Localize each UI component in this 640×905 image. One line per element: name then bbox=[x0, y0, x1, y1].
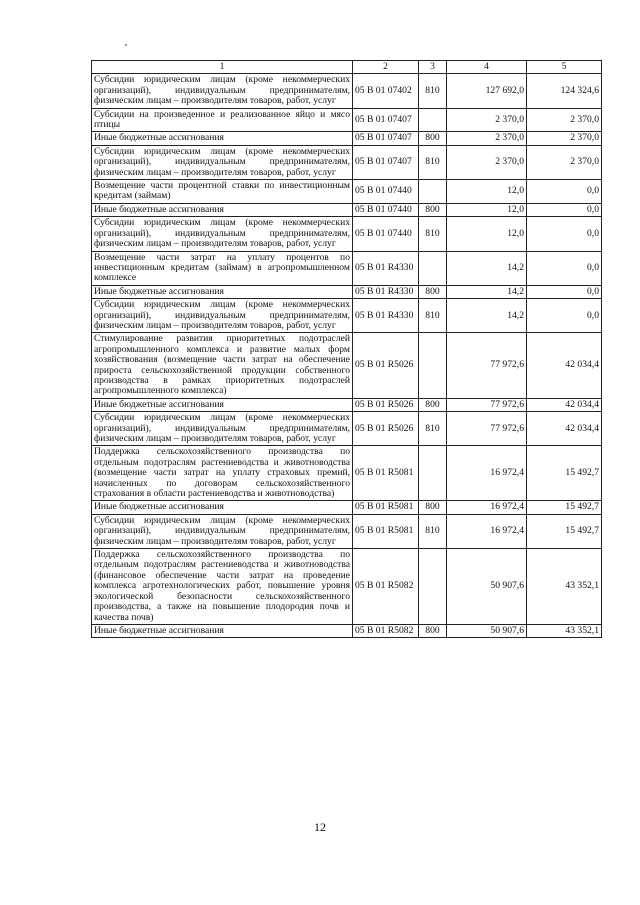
row-expense-type: 810 bbox=[419, 412, 447, 446]
row-expense-type bbox=[419, 108, 447, 132]
row-value-col4: 16 972,4 bbox=[447, 514, 527, 548]
scan-speck bbox=[125, 44, 127, 46]
row-code: 05 В 01 R5082 bbox=[353, 624, 419, 637]
row-value-col5: 0,0 bbox=[527, 299, 602, 333]
row-value-col4: 2 370,0 bbox=[447, 145, 527, 179]
table-row bbox=[92, 180, 602, 204]
table-row bbox=[92, 299, 602, 333]
table-row bbox=[92, 217, 602, 251]
row-name: Возмещение части затрат на уплату процентов по инвестиционным кредитам (займам) в агропромышленном комплексе bbox=[92, 251, 353, 285]
row-code: 05 В 01 R4330 bbox=[353, 251, 419, 285]
row-code: 05 В 01 R5081 bbox=[353, 514, 419, 548]
row-value-col5: 0,0 bbox=[527, 203, 602, 216]
row-code: 05 В 01 07407 bbox=[353, 108, 419, 132]
table-row bbox=[92, 412, 602, 446]
row-name: Стимулирование развития приоритетных подотраслей агропромышленного комплекса и развитие малых форм хозяйствования (возмещение части затрат на обеспечение прироста сельскохозяйственной продукции собственного производства в рамках приоритетных подотраслей агропромышленного комплекса) bbox=[92, 333, 353, 398]
row-code: 05 В 01 R5081 bbox=[353, 446, 419, 501]
row-value-col4: 16 972,4 bbox=[447, 501, 527, 514]
row-value-col5: 2 370,0 bbox=[527, 132, 602, 145]
row-code: 05 В 01 R5026 bbox=[353, 398, 419, 411]
row-name: Субсидии юридическим лицам (кроме некоммерческих организаций), индивидуальным предпринимателям, физическим лицам – производителям товаров, работ, услуг bbox=[92, 145, 353, 179]
row-code: 05 В 01 07407 bbox=[353, 145, 419, 179]
row-code: 05 В 01 R4330 bbox=[353, 285, 419, 298]
row-code: 05 В 01 R5026 bbox=[353, 412, 419, 446]
row-name: Поддержка сельскохозяйственного производства по отдельным подотраслям растениеводства и животноводства (финансовое обеспечение части затрат на проведение комплекса агротехнологических работ, повышение уровня экологической безопасности сельскохозяйственного производства, а также на повышение плодородия почв и качества почв) bbox=[92, 549, 353, 625]
row-value-col5: 42 034,4 bbox=[527, 333, 602, 398]
row-name: Возмещение части процентной ставки по инвестиционным кредитам (займам) bbox=[92, 180, 353, 204]
row-value-col5: 15 492,7 bbox=[527, 446, 602, 501]
row-name: Иные бюджетные ассигнования bbox=[92, 285, 353, 298]
table-row bbox=[92, 285, 602, 298]
table-row bbox=[92, 145, 602, 179]
row-code: 05 В 01 R5081 bbox=[353, 501, 419, 514]
row-value-col4: 2 370,0 bbox=[447, 132, 527, 145]
row-value-col5: 43 352,1 bbox=[527, 549, 602, 625]
row-name: Иные бюджетные ассигнования bbox=[92, 132, 353, 145]
row-expense-type: 810 bbox=[419, 74, 447, 108]
row-value-col4: 12,0 bbox=[447, 217, 527, 251]
row-value-col5: 0,0 bbox=[527, 285, 602, 298]
row-value-col5: 0,0 bbox=[527, 180, 602, 204]
table-row bbox=[92, 398, 602, 411]
row-value-col4: 77 972,6 bbox=[447, 412, 527, 446]
row-code: 05 В 01 07407 bbox=[353, 132, 419, 145]
row-code: 05 В 01 07440 bbox=[353, 180, 419, 204]
row-value-col5: 43 352,1 bbox=[527, 624, 602, 637]
row-value-col5: 0,0 bbox=[527, 217, 602, 251]
row-value-col5: 15 492,7 bbox=[527, 514, 602, 548]
row-name: Поддержка сельскохозяйственного производства по отдельным подотраслям растениеводства и животноводства (возмещение части затрат на уплату страховых премий, начисленных по договорам сельскохозяйственного страхования в области растениеводства и животноводства) bbox=[92, 446, 353, 501]
row-expense-type bbox=[419, 333, 447, 398]
row-name: Субсидии юридическим лицам (кроме некоммерческих организаций), индивидуальным предпринимателям, физическим лицам – производителям товаров, работ, услуг bbox=[92, 412, 353, 446]
row-code: 05 В 01 R5026 bbox=[353, 333, 419, 398]
row-value-col4: 14,2 bbox=[447, 299, 527, 333]
row-expense-type: 800 bbox=[419, 501, 447, 514]
row-value-col4: 127 692,0 bbox=[447, 74, 527, 108]
row-name: Субсидии юридическим лицам (кроме некоммерческих организаций), индивидуальным предпринимателям, физическим лицам – производителям товаров, работ, услуг bbox=[92, 217, 353, 251]
row-expense-type: 800 bbox=[419, 285, 447, 298]
row-value-col4: 16 972,4 bbox=[447, 446, 527, 501]
row-code: 05 В 01 07440 bbox=[353, 217, 419, 251]
row-expense-type bbox=[419, 549, 447, 625]
row-name: Иные бюджетные ассигнования bbox=[92, 624, 353, 637]
row-name: Иные бюджетные ассигнования bbox=[92, 203, 353, 216]
row-code: 05 В 01 07440 bbox=[353, 203, 419, 216]
row-code: 05 В 01 R5082 bbox=[353, 549, 419, 625]
row-expense-type: 810 bbox=[419, 145, 447, 179]
table-row bbox=[92, 203, 602, 216]
row-name: Субсидии юридическим лицам (кроме некоммерческих организаций), индивидуальным предпринимателям, физическим лицам – производителям товаров, работ, услуг bbox=[92, 74, 353, 108]
row-name: Иные бюджетные ассигнования bbox=[92, 398, 353, 411]
row-value-col4: 50 907,6 bbox=[447, 624, 527, 637]
row-expense-type: 810 bbox=[419, 514, 447, 548]
row-value-col5: 15 492,7 bbox=[527, 501, 602, 514]
row-expense-type bbox=[419, 446, 447, 501]
table-row bbox=[92, 108, 602, 132]
table-row bbox=[92, 549, 602, 625]
table-row bbox=[92, 446, 602, 501]
table-row bbox=[92, 74, 602, 108]
row-value-col4: 2 370,0 bbox=[447, 108, 527, 132]
row-expense-type: 810 bbox=[419, 217, 447, 251]
row-value-col5: 0,0 bbox=[527, 251, 602, 285]
row-name: Субсидии юридическим лицам (кроме некоммерческих организаций), индивидуальным предпринимателям, физическим лицам – производителям товаров, работ, услуг bbox=[92, 299, 353, 333]
row-expense-type: 800 bbox=[419, 203, 447, 216]
column-header: 3 bbox=[419, 61, 447, 74]
row-value-col4: 77 972,6 bbox=[447, 398, 527, 411]
row-expense-type: 810 bbox=[419, 299, 447, 333]
column-header: 5 bbox=[527, 61, 602, 74]
row-expense-type: 800 bbox=[419, 132, 447, 145]
column-header: 1 bbox=[92, 61, 353, 74]
row-value-col5: 42 034,4 bbox=[527, 412, 602, 446]
row-name: Субсидии юридическим лицам (кроме некоммерческих организаций), индивидуальным предпринимателям, физическим лицам – производителям товаров, работ, услуг bbox=[92, 514, 353, 548]
row-value-col4: 77 972,6 bbox=[447, 333, 527, 398]
table-row bbox=[92, 132, 602, 145]
row-value-col4: 12,0 bbox=[447, 180, 527, 204]
row-expense-type bbox=[419, 180, 447, 204]
row-expense-type: 800 bbox=[419, 624, 447, 637]
row-value-col5: 124 324,6 bbox=[527, 74, 602, 108]
row-code: 05 В 01 07402 bbox=[353, 74, 419, 108]
row-code: 05 В 01 R4330 bbox=[353, 299, 419, 333]
row-value-col4: 12,0 bbox=[447, 203, 527, 216]
page-number: 12 bbox=[314, 820, 326, 834]
row-name: Субсидии на произведенное и реализованное яйцо и мясо птицы bbox=[92, 108, 353, 132]
row-value-col5: 42 034,4 bbox=[527, 398, 602, 411]
row-value-col5: 2 370,0 bbox=[527, 145, 602, 179]
table-row bbox=[92, 501, 602, 514]
row-expense-type bbox=[419, 251, 447, 285]
column-header: 2 bbox=[353, 61, 419, 74]
row-value-col4: 14,2 bbox=[447, 251, 527, 285]
row-name: Иные бюджетные ассигнования bbox=[92, 501, 353, 514]
table-row bbox=[92, 514, 602, 548]
row-value-col5: 2 370,0 bbox=[527, 108, 602, 132]
column-header: 4 bbox=[447, 61, 527, 74]
row-expense-type: 800 bbox=[419, 398, 447, 411]
budget-table bbox=[91, 60, 602, 638]
row-value-col4: 50 907,6 bbox=[447, 549, 527, 625]
table-row bbox=[92, 624, 602, 637]
row-value-col4: 14,2 bbox=[447, 285, 527, 298]
table-row bbox=[92, 251, 602, 285]
table-header-row bbox=[92, 61, 602, 74]
table-row bbox=[92, 333, 602, 398]
